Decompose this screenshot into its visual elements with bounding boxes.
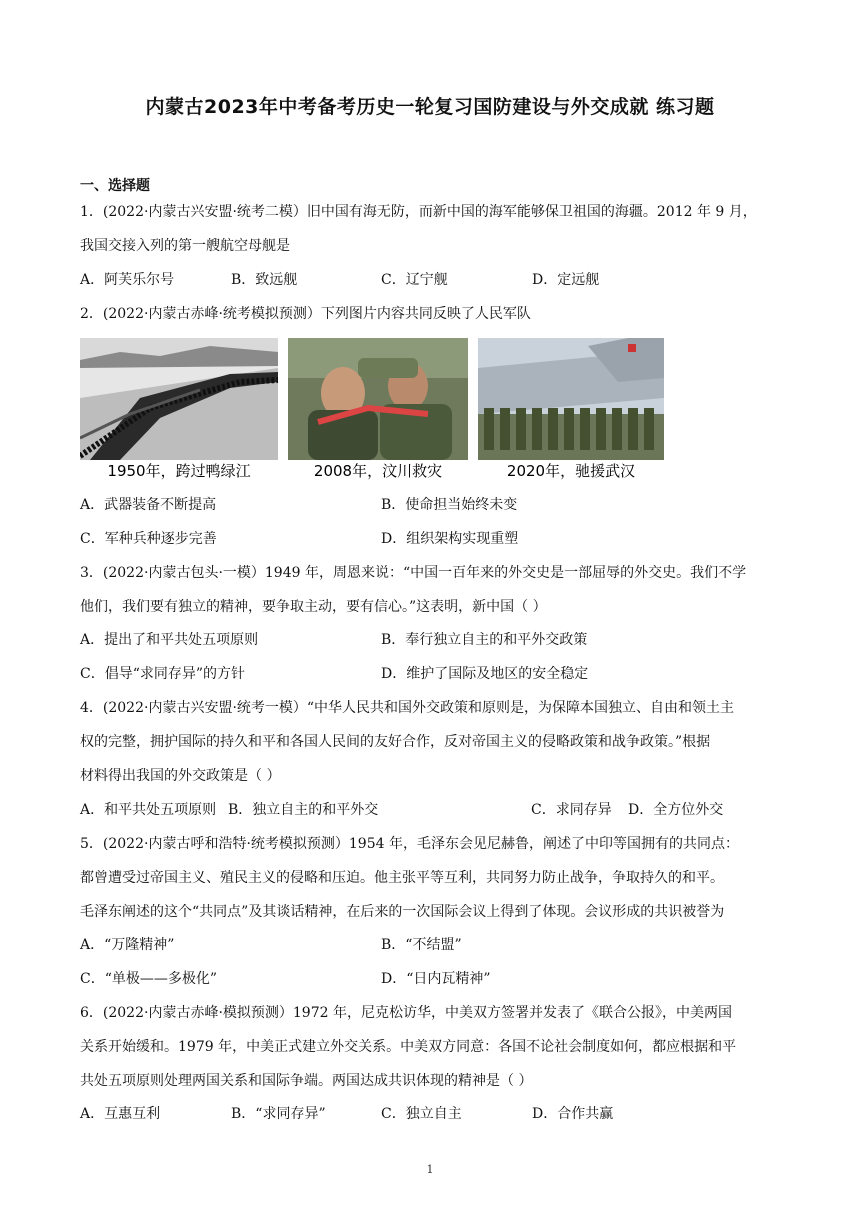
q6-line-1: 6．(2022·内蒙古赤峰·模拟预测）1972 年，尼克松访华，中美双方签署并发表了《联合公报》，中美两国: [80, 1005, 732, 1021]
q6-option-b: B．“求同存异”: [231, 1106, 326, 1122]
q3-line-1: 3．(2022·内蒙古包头·一模）1949 年，周恩来说：“中国一百年来的外交史是一部屈辱的外交史。我们不学: [80, 565, 747, 581]
q3-option-b: B．奉行独立自主的和平外交政策: [381, 632, 588, 648]
photo-caption-1950: 1950年，跨过鸭绿江: [80, 460, 278, 482]
q2-option-a: A．武器装备不断提高: [80, 497, 217, 513]
section-heading: 一、选择题: [80, 178, 150, 194]
q2-option-c: C．军种兵种逐步完善: [80, 531, 217, 547]
page-title: 内蒙古2023年中考备考历史一轮复习国防建设与外交成就 练习题: [145, 96, 715, 118]
q5-line-2: 都曾遭受过帝国主义、殖民主义的侵略和压迫。他主张平等互利，共同努力防止战争，争取持久的和平。: [80, 870, 724, 886]
q3-line-2: 他们，我们要有独立的精神，要争取主动，要有信心。”这表明，新中国（ ）: [80, 599, 547, 615]
q5-option-a: A．“万隆精神”: [80, 937, 175, 953]
q6-option-c: C．独立自主: [381, 1106, 462, 1122]
q1-line-2: 我国交接入列的第一艘航空母舰是: [80, 238, 290, 254]
q4-line-2: 权的完整，拥护国际的持久和平和各国人民间的友好合作，反对帝国主义的侵略政策和战争政策。”根据: [80, 734, 711, 750]
q6-line-2: 关系开始缓和。1979 年，中美正式建立外交关系。中美双方同意：各国不论社会制度如何，都应根据和平: [80, 1039, 737, 1055]
q6-option-a: A．互惠互利: [80, 1106, 161, 1122]
q1-option-c: C．辽宁舰: [381, 272, 448, 288]
photo-caption-2008: 2008年，汶川救灾: [288, 460, 468, 482]
q1-option-b: B．致远舰: [231, 272, 298, 288]
photo-2008-wenchuan: [288, 338, 468, 482]
q5-line-1: 5．(2022·内蒙古呼和浩特·统考模拟预测）1954 年，毛泽东会见尼赫鲁，阐述了中印等国拥有的共同点：: [80, 836, 739, 852]
q4-option-b: B．独立自主的和平外交: [228, 802, 379, 818]
q4-option-c: C．求同存异: [531, 802, 612, 818]
q4-line-1: 4．(2022·内蒙古兴安盟·统考一模）“中华人民共和国外交政策和原则是，为保障本国独立、自由和领土主: [80, 700, 735, 716]
photo-2020-wuhan: [478, 338, 664, 482]
q3-option-c: C．倡导“求同存异”的方针: [80, 666, 246, 682]
q4-option-a: A．和平共处五项原则: [80, 802, 217, 818]
q2-option-b: B．使命担当始终未变: [381, 497, 518, 513]
q2-line-1: 2．(2022·内蒙古赤峰·统考模拟预测）下列图片内容共同反映了人民军队: [80, 306, 531, 322]
photo-caption-2020: 2020年，驰援武汉: [478, 460, 664, 482]
q5-option-d: D．“日内瓦精神”: [381, 971, 491, 987]
q5-option-c: C．“单极——多极化”: [80, 971, 218, 987]
q3-option-a: A．提出了和平共处五项原则: [80, 632, 259, 648]
q2-option-d: D．组织架构实现重塑: [381, 531, 519, 547]
q1-option-a: A．阿芙乐尔号: [80, 272, 175, 288]
q4-option-d: D．全方位外交: [628, 802, 724, 818]
q1-option-d: D．定远舰: [532, 272, 600, 288]
q6-line-3: 共处五项原则处理两国关系和国际争端。两国达成共识体现的精神是（ ）: [80, 1073, 533, 1089]
q5-line-3: 毛泽东阐述的这个“共同点”及其谈话精神，在后来的一次国际会议上得到了体现。会议形成的共识被誉为: [80, 904, 725, 920]
q4-line-3: 材料得出我国的外交政策是（ ）: [80, 768, 281, 784]
photo-1950-yalu: [80, 338, 278, 482]
q3-option-d: D．维护了国际及地区的安全稳定: [381, 666, 589, 682]
q1-line-1: 1．(2022·内蒙古兴安盟·统考二模）旧中国有海无防，而新中国的海军能够保卫祖国的海疆。2012 年 9 月，: [80, 204, 757, 220]
q5-option-b: B．“不结盟”: [381, 937, 462, 953]
page-number: 1: [426, 1163, 434, 1176]
q6-option-d: D．合作共赢: [532, 1106, 614, 1122]
photo-strip: [80, 338, 670, 482]
